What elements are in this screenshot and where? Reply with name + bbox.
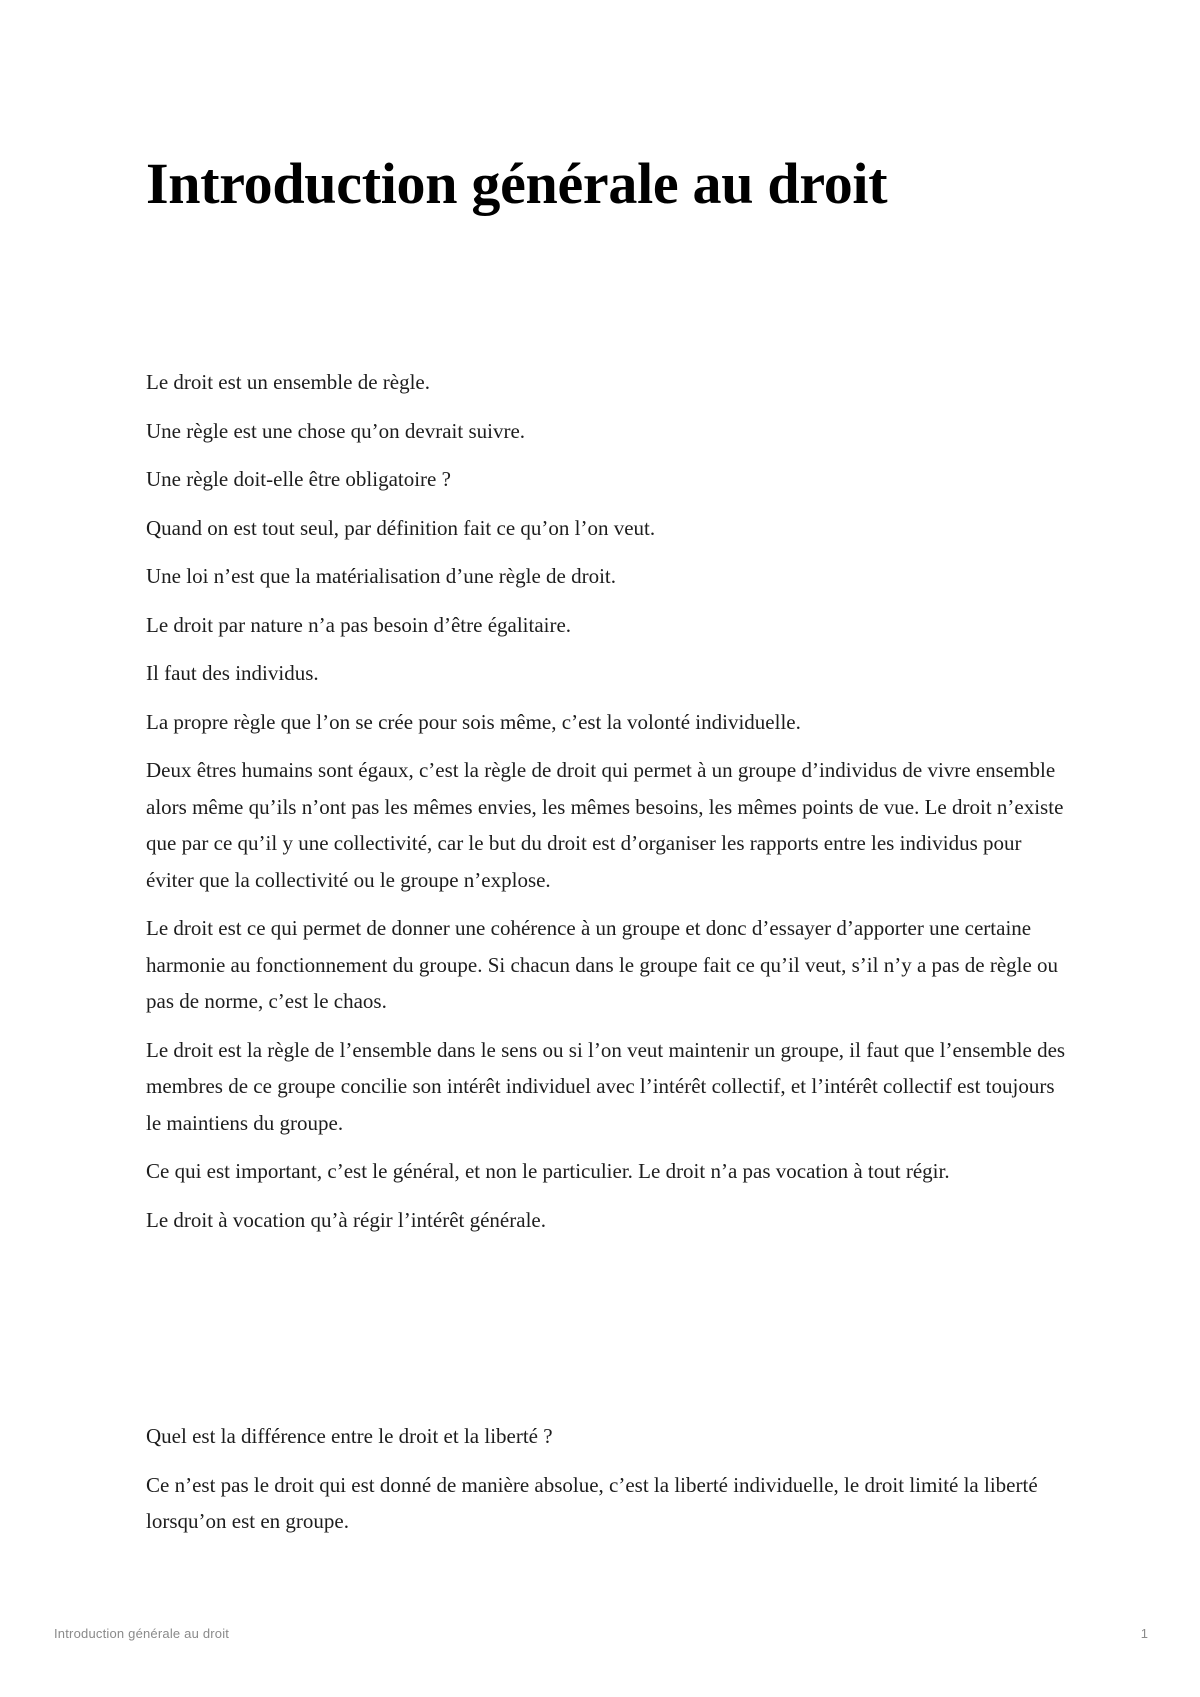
paragraph: Le droit est la règle de l’ensemble dans le sens ou si l’on veut maintenir un groupe, il faut que l’ensemble des membres de ce groupe concilie son intérêt individuel avec l’intérêt collectif, et l’intérêt collectif est toujours le maintiens du groupe. <box>146 1037 1066 1135</box>
paragraph: Il faut des individus. <box>146 661 319 685</box>
question-paragraph: Quel est la différence entre le droit et la liberté ? <box>146 1424 553 1448</box>
paragraph: Quand on est tout seul, par définition fait ce qu’on l’on veut. <box>146 515 656 540</box>
paragraph: Deux êtres humains sont égaux, c’est la règle de droit qui permet à un groupe d’individus de vivre ensemble alors même qu’ils n’ont pas les mêmes envies, les mêmes besoins, les mêmes points de vue. Le droit n’existe que par ce qu’il y une collectivité, car le but du droit est d’organiser les rapports entre les individus pour éviter que la collectivité ou le groupe n’explose. <box>146 758 1064 892</box>
main-text-block <box>146 364 1066 1250</box>
paragraph: Le droit à vocation qu’à régir l’intérêt générale. <box>146 1207 546 1232</box>
paragraph: Le droit est un ensemble de règle. <box>146 370 430 394</box>
paragraph: La propre règle que l’on se crée pour sois même, c’est la volonté individuelle. <box>146 709 801 734</box>
page-title: Introduction générale au droit <box>146 151 888 216</box>
paragraph: Une loi n’est que la matérialisation d’une règle de droit. <box>146 564 617 588</box>
page-number: 1 <box>1140 1626 1148 1641</box>
second-text-block <box>146 1418 1066 1552</box>
paragraph: Ce n’est pas le droit qui est donné de manière absolue, c’est la liberté individuelle, le droit limité la liberté lorsqu’on est en groupe. <box>146 1472 1038 1533</box>
paragraph: Une règle est une chose qu’on devrait suivre. <box>146 418 526 443</box>
paragraph: Une règle doit-elle être obligatoire ? <box>146 467 451 491</box>
paragraph: Le droit par nature n’a pas besoin d’être égalitaire. <box>146 612 572 637</box>
paragraph: Ce qui est important, c’est le général, et non le particulier. Le droit n’a pas vocation à tout régir. <box>146 1159 950 1183</box>
footer-title: Introduction générale au droit <box>54 1626 230 1641</box>
paragraph: Le droit est ce qui permet de donner une cohérence à un groupe et donc d’essayer d’apporter une certaine harmonie au fonctionnement du groupe. Si chacun dans le groupe fait ce qu’il veut, s’il n’y a pas de règle ou pas de norme, c’est le chaos. <box>146 916 1059 1013</box>
